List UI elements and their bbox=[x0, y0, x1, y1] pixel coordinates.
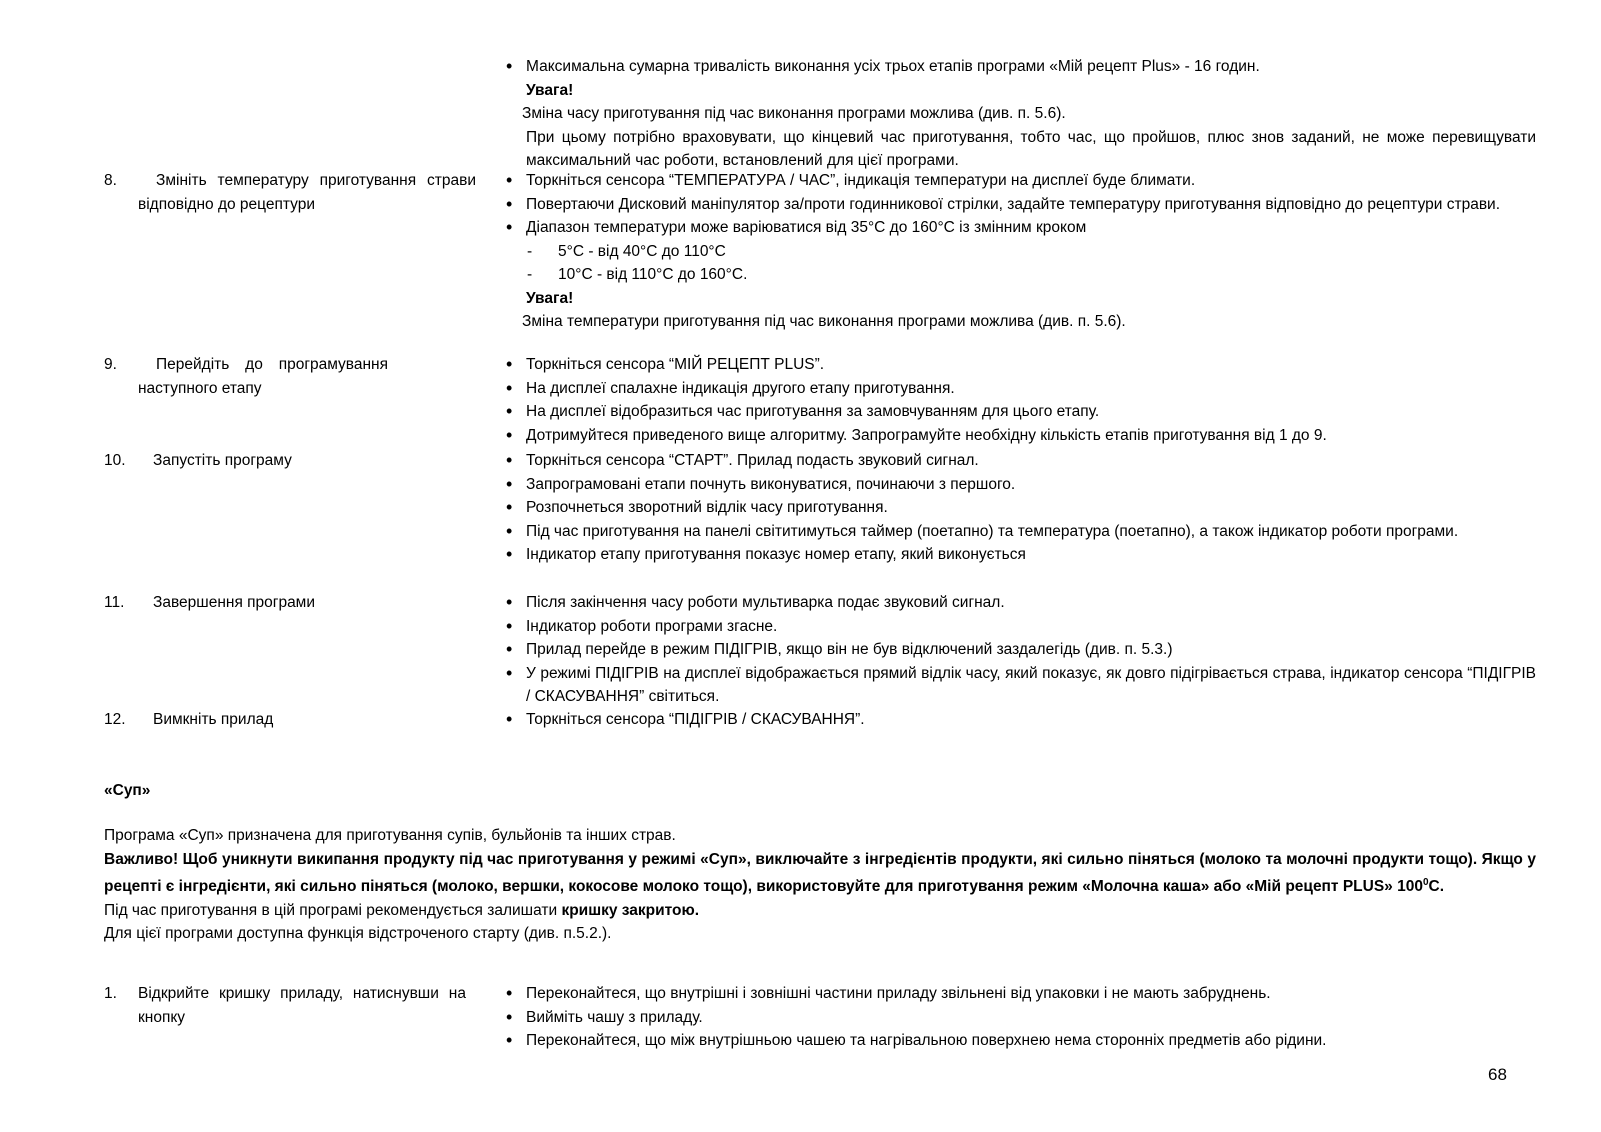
bullet-max-duration: • Максимальна сумарна тривалість виконання усіх трьох етапів програми «Мій рецепт Plus» - 16 годин. bbox=[506, 55, 1536, 79]
step-number: 12. bbox=[104, 711, 126, 728]
dash-item: - 5°C - від 40°C до 110°C bbox=[506, 240, 1536, 264]
list-item: • Повертаючи Дисковий маніпулятор за/проти годинникової стрілки, задайте температуру приготування відповідно до рецептури страви. bbox=[506, 193, 1536, 217]
step-number: 10. bbox=[104, 452, 126, 469]
list-item: • Торкніться сенсора “ТЕМПЕРАТУРА / ЧАС”, індикація температури на дисплеї буде блимати. bbox=[506, 169, 1536, 193]
dash-item: - 10°C - від 110°C до 160°C. bbox=[506, 263, 1536, 287]
list-item: • Індикатор етапу приготування показує номер етапу, який виконується bbox=[506, 543, 1536, 567]
step-number: 8. bbox=[104, 172, 117, 189]
list-item: • На дисплеї відобразиться час приготування за замовчуванням для цього етапу. bbox=[506, 400, 1536, 424]
important-text: Важливо! Щоб уникнути википання продукту під час приготування у режимі «Суп», виключайте з інгредієнтів продукти, які сильно піняться (молоко та молочні продукти тощо). Якщо у рецепті є інгредієнти, які сильно піняться (молоко, вершки, кокосове молоко тощо), використовуйте для приготування режим «Молочна каша» або «Мій рецепт PLUS» 100 bbox=[104, 850, 1536, 896]
list-item: • Індикатор роботи програми згасне. bbox=[506, 615, 1536, 639]
list-item: • Після закінчення часу роботи мультиварка подає звуковий сигнал. bbox=[506, 591, 1536, 615]
note-consider: При цьому потрібно враховувати, що кінцевий час приготування, тобто час, що пройшов, плюс знов заданий, не може перевищувати максимальний час роботи, встановлений для цієї програми. bbox=[526, 128, 1536, 169]
note-temp-change: Зміна температури приготування під час виконання програми можлива (див. п. 5.6). bbox=[522, 313, 1126, 330]
list-item: • Торкніться сенсора “СТАРТ”. Прилад подасть звуковий сигнал. bbox=[506, 449, 1536, 473]
list-item: • Переконайтеся, що між внутрішньою чашею та нагрівальною поверхнею нема сторонніх предметів або рідини. bbox=[506, 1029, 1536, 1053]
degree-sup: 0 bbox=[1422, 877, 1429, 888]
page-number: 68 bbox=[1488, 1065, 1507, 1084]
list-item: • Переконайтеся, що внутрішні і зовнішні частини приладу звільнені від упаковки і не мають забруднень. bbox=[506, 982, 1536, 1006]
lid-bold: кришку закритою. bbox=[561, 901, 700, 919]
soup-important bbox=[104, 848, 1536, 899]
list-item: • Вийміть чашу з приладу. bbox=[506, 1006, 1536, 1030]
soup-intro: Програма «Суп» призначена для приготування супів, бульйонів та інших страв. bbox=[104, 827, 676, 844]
step-label: Запустіть програму bbox=[153, 452, 292, 469]
step-number: 11. bbox=[104, 594, 125, 611]
step-label: Завершення програми bbox=[153, 594, 316, 611]
attention-label: Увага! bbox=[526, 81, 574, 99]
step-label: Відкрийте кришку приладу, натиснувши на кнопку bbox=[138, 985, 466, 1026]
important-end: C. bbox=[1428, 878, 1445, 896]
list-item: • Торкніться сенсора “МІЙ РЕЦЕПТ PLUS”. bbox=[506, 353, 1536, 377]
list-item: • Торкніться сенсора “ПІДІГРІВ / СКАСУВАННЯ”. bbox=[506, 708, 1536, 732]
soup-description bbox=[104, 824, 1536, 946]
step-label: Перейдіть до програмування наступного етапу bbox=[138, 356, 388, 397]
list-item: • На дисплеї спалахне індикація другого етапу приготування. bbox=[506, 377, 1536, 401]
step-number: 9. bbox=[104, 356, 117, 373]
list-item: • Дотримуйтеся приведеного вище алгоритму. Запрограмуйте необхідну кількість етапів приготування від 1 до 9. bbox=[506, 424, 1536, 448]
note-time-change: Зміна часу приготування під час виконання програми можлива (див. п. 5.6). bbox=[522, 105, 1066, 122]
step-label: Вимкніть прилад bbox=[153, 711, 274, 728]
list-item: • Прилад перейде в режим ПІДІГРІВ, якщо він не був відключений заздалегідь (див. п. 5.3.) bbox=[506, 638, 1536, 662]
lid-text: Під час приготування в цій програмі рекомендується залишати bbox=[104, 901, 562, 919]
soup-lid bbox=[104, 899, 1536, 923]
step-number: 1. bbox=[104, 985, 117, 1002]
list-item: • Розпочнеться зворотний відлік часу приготування. bbox=[506, 496, 1536, 520]
soup-delay: Для цієї програми доступна функція відстроченого старту (див. п.5.2.). bbox=[104, 925, 612, 943]
list-item: • Запрограмовані етапи почнуть виконуватися, починаючи з першого. bbox=[506, 473, 1536, 497]
section-heading: «Суп» bbox=[104, 782, 151, 799]
attention-label: Увага! bbox=[526, 289, 574, 307]
list-item: • Діапазон температури може варіюватися від 35°C до 160°C із змінним кроком bbox=[506, 216, 1536, 240]
step-label: Змініть температуру приготування страви відповідно до рецептури bbox=[138, 172, 476, 213]
list-item: • У режимі ПІДІГРІВ на дисплеї відображається прямий відлік часу, який показує, як довго підігрівається страва, індикатор сенсора “ПІДІГРІВ / СКАСУВАННЯ” світиться. bbox=[506, 662, 1536, 709]
list-item: • Під час приготування на панелі світитимуться таймер (поетапно) та температура (поетапно), а також індикатор роботи програми. bbox=[506, 520, 1536, 544]
